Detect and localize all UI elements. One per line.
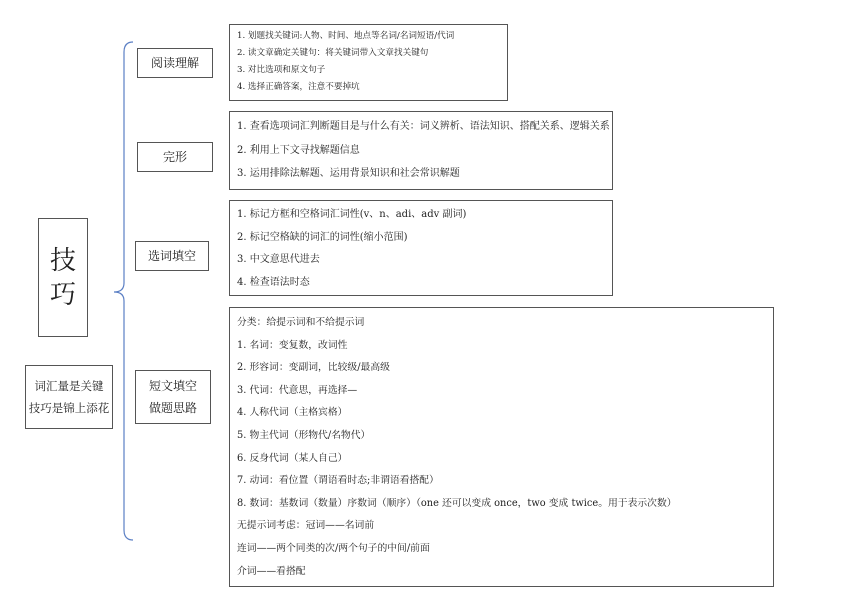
detail-line: 介词——看搭配 <box>237 565 306 577</box>
branch-passage-fill <box>135 370 211 424</box>
detail-line: 3. 运用排除法解题、运用背景知识和社会常识解题 <box>237 168 460 179</box>
detail-line: 5. 物主代词（形物代/名物代） <box>237 429 371 441</box>
detail-line: 3. 代词：代意思，再选择— <box>237 384 358 396</box>
detail-line: 6. 反身代词（某人自己） <box>237 452 348 464</box>
detail-line: 3. 中文意思代进去 <box>237 254 320 265</box>
branch-word-fill <box>135 241 209 271</box>
branch-passage-fill-label-2: 做题思路 <box>148 401 197 415</box>
detail-line: 1. 名词：变复数，改词性 <box>237 339 348 351</box>
detail-line: 1. 查看选项词汇判断题目是与什么有关：词义辨析、语法知识、搭配关系、逻辑关系 <box>237 121 610 132</box>
note-line-2: 技巧是锦上添花 <box>28 401 110 415</box>
detail-passage-fill <box>229 307 774 587</box>
detail-reading <box>229 24 508 101</box>
detail-line: 连词——两个同类的次/两个句子的中间/前面 <box>237 542 430 554</box>
detail-line: 2. 读文章确定关键句：将关键词带入文章找关键句 <box>237 48 429 58</box>
brace-path <box>114 42 133 540</box>
detail-line: 4. 检查语法时态 <box>237 276 310 288</box>
detail-line: 2. 利用上下文寻找解题信息 <box>237 144 360 156</box>
note-line-1: 词汇量是关键 <box>34 379 104 393</box>
detail-cloze <box>229 111 613 190</box>
root-title: 技巧 <box>49 245 76 310</box>
branch-reading-label: 阅读理解 <box>150 56 199 70</box>
branch-reading <box>137 48 213 78</box>
detail-line: 7. 动词：看位置（谓语看时态;非谓语看搭配） <box>237 475 439 487</box>
note-box <box>25 365 113 429</box>
detail-line: 2. 形容词：变副词，比较级/最高级 <box>237 362 390 374</box>
detail-line: 8. 数词：基数词（数量）序数词（顺序）（one 还可以变成 once，two 变成 twice。用于表示次数） <box>237 497 677 509</box>
detail-line: 4. 选择正确答案，注意不要掉坑 <box>237 82 360 92</box>
detail-line: 分类：给提示词和不给提示词 <box>237 317 365 328</box>
detail-line: 4. 人称代词（主格宾格） <box>237 407 348 419</box>
root-node <box>38 218 88 337</box>
branch-cloze <box>137 142 213 172</box>
detail-line: 1. 划题找关键词:人物、时间、地点等名词/名词短语/代词 <box>237 31 455 41</box>
detail-line: 无提示词考虑：冠词——名词前 <box>237 520 375 532</box>
branch-passage-fill-label-1: 短文填空 <box>148 379 197 393</box>
branch-word-fill-label: 选词填空 <box>147 249 196 263</box>
detail-line: 2. 标记空格缺的词汇的词性(缩小范围) <box>237 231 408 243</box>
detail-line: 3. 对比选项和原文句子 <box>237 65 326 75</box>
detail-word-fill <box>229 200 613 296</box>
branch-cloze-label: 完形 <box>162 150 187 164</box>
detail-line: 1. 标记方框和空格词汇词性(v、n、adi、adv 副词) <box>237 209 467 220</box>
